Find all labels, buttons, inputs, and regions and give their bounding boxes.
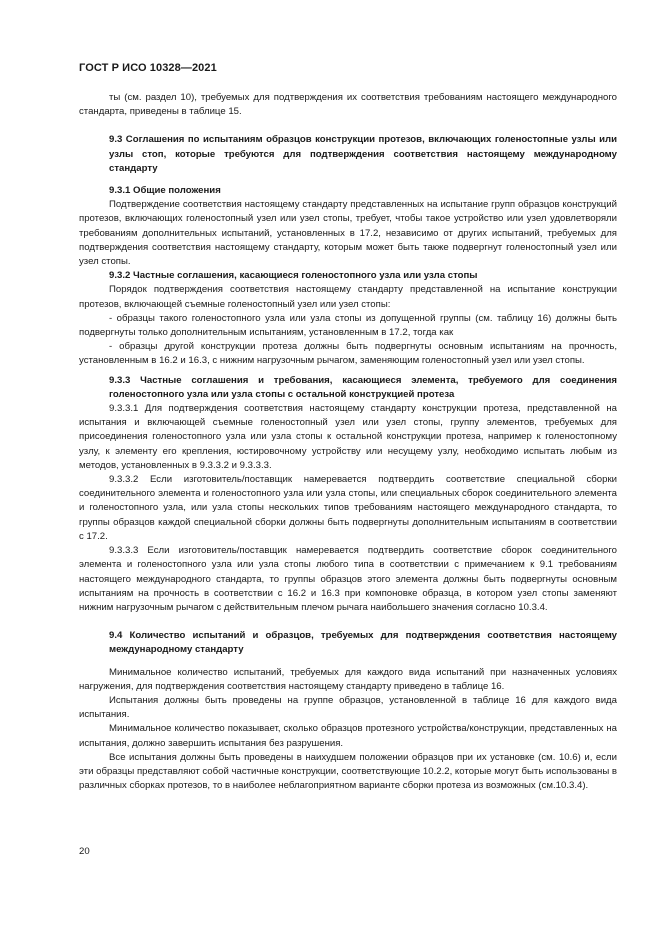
page-number: 20: [79, 846, 90, 857]
paragraph-9-3-3-3: 9.3.3.3 Если изготовитель/поставщик намеревается подтвердить соответствие сборок соединительного элемента и голеностопного узла или узла стопы любого типа в соответствии с примечанием к 9.1 требованиям настоящего международного стандарта, то группы образцов этого элемента должны быть подвергнуты основным испытаниям на прочность в соответствии с 16.2 и 16.3 при компоновке образца, в котором узел стопы заменяют нижним нагрузочным рычагом с действительным плечом рычага наибольшего значения согласно 10.3.4.: [79, 545, 617, 613]
list-item: - образцы такого голеностопного узла или узла стопы из допущенной группы (см. таблицу 16) должны быть подвергнуты только дополнительным испытаниям, установленным в 17.2, тогда как: [79, 312, 617, 339]
section-heading-9-4: 9.4 Количество испытаний и образцов, требуемых для подтверждения соответствия настоящему международному стандарту: [109, 630, 617, 656]
subsection-heading-9-3-3: 9.3.3 Частные соглашения и требования, касающиеся элемента, требуемого для соединения голеностопного узла или узла стопы с остальной конструкцией протеза: [109, 374, 617, 400]
paragraph-continuation: ты (см. раздел 10), требуемых для подтверждения их соответствия требованиям настоящего международного стандарта, приведены в таблице 15.: [79, 92, 617, 118]
paragraph: Испытания должны быть проведены на группе образцов, установленной в таблице 16 для каждого вида испытания.: [79, 694, 617, 721]
paragraph-9-3-3-1: 9.3.3.1 Для подтверждения соответствия настоящему стандарту конструкции протеза, представленной на испытания и включающей съемные голеностопный узел или узел стопы, группу элементов, требуемых для присоединения голеностопного узла или узла стопы к остальной конструкции протеза, например к голеностопному узлу, к элементу его крепления, юстировочному устройству или несущему узлу, необходимо испытать любым из методов, установленных в 9.3.3.2 и 9.3.3.3.: [79, 403, 617, 471]
paragraph: Порядок подтверждения соответствия настоящему стандарту представленной на испытание конструкции протезов, включающей съемные голеностопный узел или узел стопы:: [79, 284, 617, 310]
subsection-heading-9-3-2: 9.3.2 Частные соглашения, касающиеся голеностопного узла или узла стопы: [109, 270, 478, 282]
paragraph: Подтверждение соответствия настоящему стандарту представленных на испытание групп образцов конструкций протезов, включающих голеностопный узел или узел стопы, требует, чтобы такое устройство или узел удовлетворяли требованиям дополнительных испытаний, установленных в 17.2, независимо от других испытаний, требуемых для подтверждения соответствия настоящему стандарту, которым может быть также подвергнут голеностопный узел или узел стопы.: [79, 199, 617, 268]
paragraph: Минимальное количество испытаний, требуемых для каждого вида испытаний при назначенных условиях нагружения, для подтверждения соответствия настоящему стандарту приведено в таблице 16.: [79, 666, 617, 692]
paragraph: Все испытания должны быть проведены в наихудшем положении образцов при их установке (см. 10.6) и, если эти образцы представляют собой частичные конструкции, соответствующие 10.2.2, которые могут быть использованы в различных сборках протезов, то в наиболее неблагоприятном варианте сборки протеза из возможных (см.10.3.4).: [79, 751, 617, 792]
subsection-heading-9-3-1: 9.3.1 Общие положения: [109, 185, 221, 197]
paragraph-9-3-3-2: 9.3.3.2 Если изготовитель/поставщик намеревается подтвердить соответствие специальной сборки соединительного элемента и голеностопного узла или узла стопы, или специальных сборок соединительного элемента и голеностопного узла, или узла стопы нескольких типов требованиям настоящего международного стандарта, то группы образцов каждой специальной сборки должны быть подвергнуты дополнительным испытаниям в соответствии с 17.2.: [79, 474, 617, 542]
list-item: - образцы другой конструкции протеза должны быть подвергнуты основным испытаниям на прочность, установленным в 16.2 и 16.3, с нижним нагрузочным рычагом, заменяющим голеностопный узел или узел стопы.: [79, 341, 617, 367]
paragraph: Минимальное количество показывает, сколько образцов протезного устройства/конструкции, представленных на испытания, должно завершить испытания без разрушения.: [79, 723, 617, 749]
section-heading-9-3: 9.3 Соглашения по испытаниям образцов конструкции протезов, включающих голеностопные узлы или узлы стоп, которые требуются для подтверждения соответствия настоящему международному стандарту: [109, 134, 617, 174]
document-body: [79, 91, 617, 793]
document-header: ГОСТ Р ИСО 10328—2021: [79, 62, 217, 74]
